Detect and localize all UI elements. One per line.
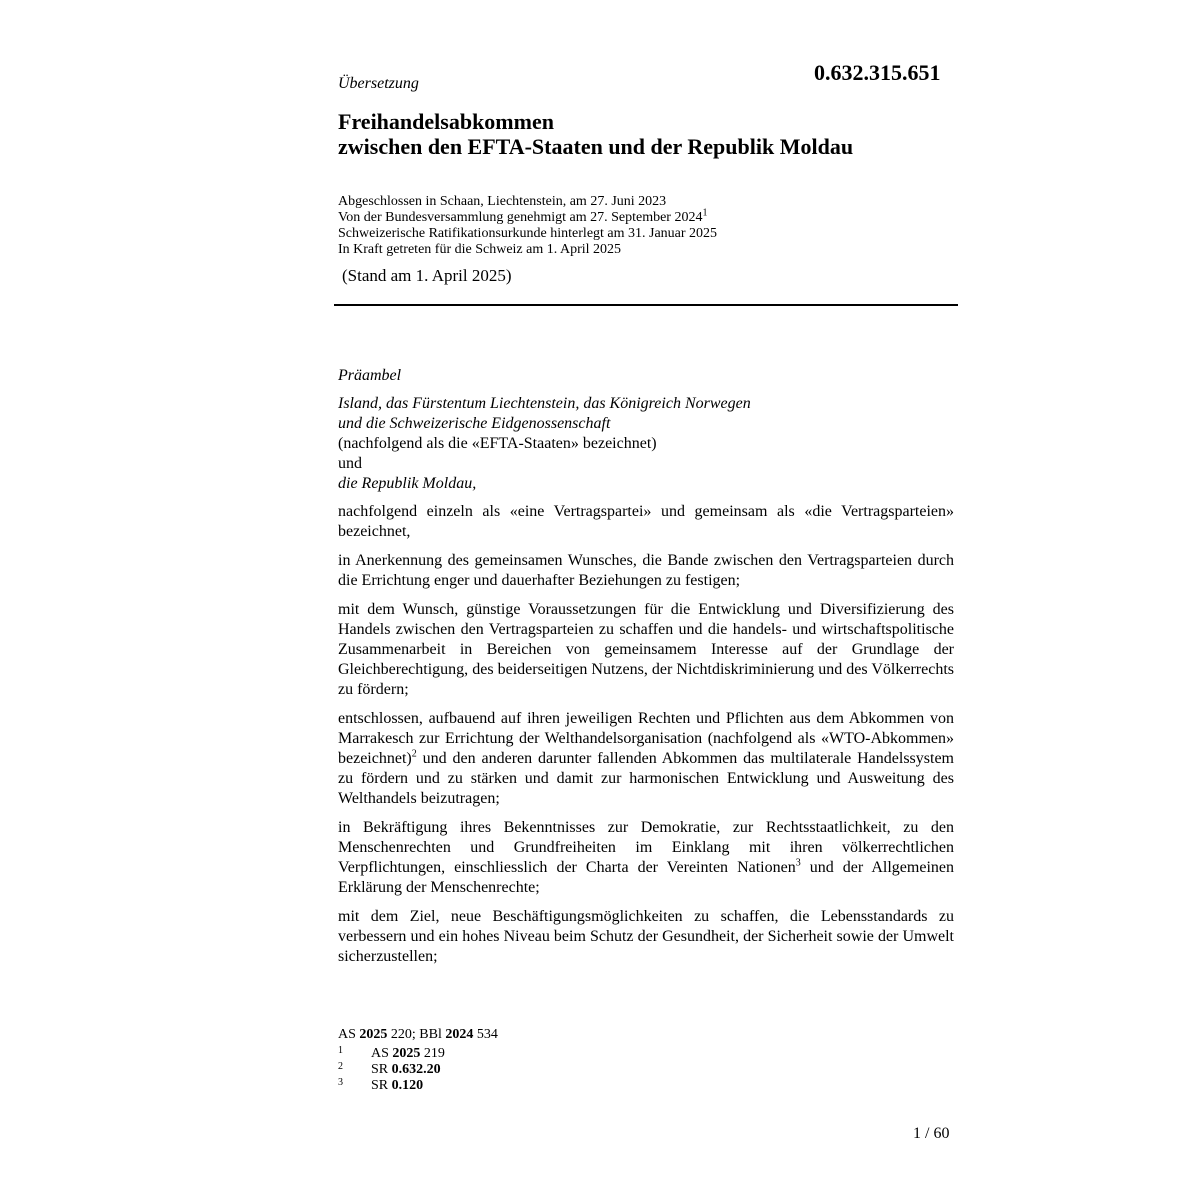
preamble-paragraph-1: nachfolgend einzeln als «eine Vertragspartei» und gemeinsam als «die Vertragsparteien» bezeichnet, [338,503,954,540]
document-title [338,109,853,159]
footnote-ref-3[interactable]: 3 [795,857,801,869]
preamble-title: Präambel [338,367,402,384]
footnote-1 [338,1046,498,1062]
title-line-2: zwischen den EFTA-Staaten und der Republik Moldau [338,134,854,159]
approved-text: Von der Bundesversammlung genehmigt am 27. September 2024 [338,210,703,225]
moldova-line: die Republik Moldau, [338,475,477,492]
sr-number: 0.632.315.651 [814,60,941,85]
approved-line [338,207,717,226]
p5-text-b: und der Allgemeinen Erklärung der Menschenrechte; [338,859,955,896]
preamble-paragraphs [338,502,954,976]
ratification-line: Schweizerische Ratifikationsurkunde hinterlegt am 31. Januar 2025 [338,226,718,241]
footnote-ref-2[interactable]: 2 [411,748,417,760]
footnote-number: 2 [338,1061,343,1072]
parties-line-1: Island, das Fürstentum Liechtenstein, das Königreich Norwegen [338,395,751,412]
parties-line-3: (nachfolgend als die «EFTA-Staaten» bezeichnet) [338,435,657,452]
and-line: und [338,455,362,472]
footnote-3 [338,1078,498,1094]
page-number: 1 / 60 [913,1125,950,1142]
in-force-line: In Kraft getreten für die Schweiz am 1. April 2025 [338,242,622,257]
preamble-paragraph-6: mit dem Ziel, neue Beschäftigungsmöglichkeiten zu schaffen, die Lebensstandards zu verbessern und ein hohes Niveau beim Schutz der Gesundheit, der Sicherheit sowie der Umwelt sicherzustellen; [338,908,954,965]
treaty-metadata [338,194,717,258]
translation-label: Übersetzung [338,75,419,92]
parties-block [338,394,954,494]
source-reference: AS 2025 220; BBl 2024 534 [338,1027,498,1042]
p5-text-a: in Bekräftigung ihres Bekenntnisses zur Demokratie, zur Rechtsstaatlichkeit, zu den Menschenrechten und Grundfreiheiten im Einklang mit ihren völkerrechtlichen Verpflichtungen, einschliesslich der Charta der Vereinten Nationen [338,819,954,876]
parties-line-2: und die Schweizerische Eidgenossenschaft [338,415,611,432]
preamble-paragraph-5 [338,818,954,898]
p4-text-b: und den anderen darunter fallenden Abkommen das multilaterale Handelssystem zu fördern und zu stärken und damit zur harmonischen Entwicklung und Ausweitung des Welthandels beizutragen; [338,750,954,807]
preamble-paragraph-4 [338,709,954,809]
status-date: (Stand am 1. April 2025) [342,266,512,285]
footnote-2 [338,1062,498,1078]
footnote-text[interactable]: SR 0.632.20 [371,1062,441,1077]
preamble-paragraph-3: mit dem Wunsch, günstige Voraussetzungen für die Entwicklung und Diversifizierung des Handels zwischen den Vertragsparteien zu schaffen und die handels- und wirtschaftspolitische Zusammenarbeit in Bereichen von gemeinsamem Interesse auf der Grundlage der Gleichberechtigung, des beiderseitigen Nutzens, der Nichtdiskriminierung und des Völkerrechts zu fördern; [338,601,954,698]
footnote-text[interactable]: AS 2025 219 [371,1046,445,1061]
p4-text-a: entschlossen, aufbauend auf ihren jeweiligen Rechten und Pflichten aus dem Abkommen von Marrakesch zur Errichtung der Welthandelsorganisation (nachfolgend als «WTO-Abkommen» bezeichnet) [338,710,954,767]
title-line-1: Freihandelsabkommen [338,109,554,134]
concluded-line: Abgeschlossen in Schaan, Liechtenstein, am 27. Juni 2023 [338,194,667,209]
footnote-number: 1 [338,1045,343,1056]
footnotes [338,1027,498,1094]
footnote-ref-1[interactable]: 1 [702,207,708,219]
preamble-paragraph-2: in Anerkennung des gemeinsamen Wunsches, die Bande zwischen den Vertragsparteien durch die Errichtung enger und dauerhafter Beziehungen zu festigen; [338,552,954,589]
footnote-text[interactable]: SR 0.120 [371,1078,424,1093]
header-divider [334,304,958,306]
footnote-number: 3 [338,1077,343,1088]
